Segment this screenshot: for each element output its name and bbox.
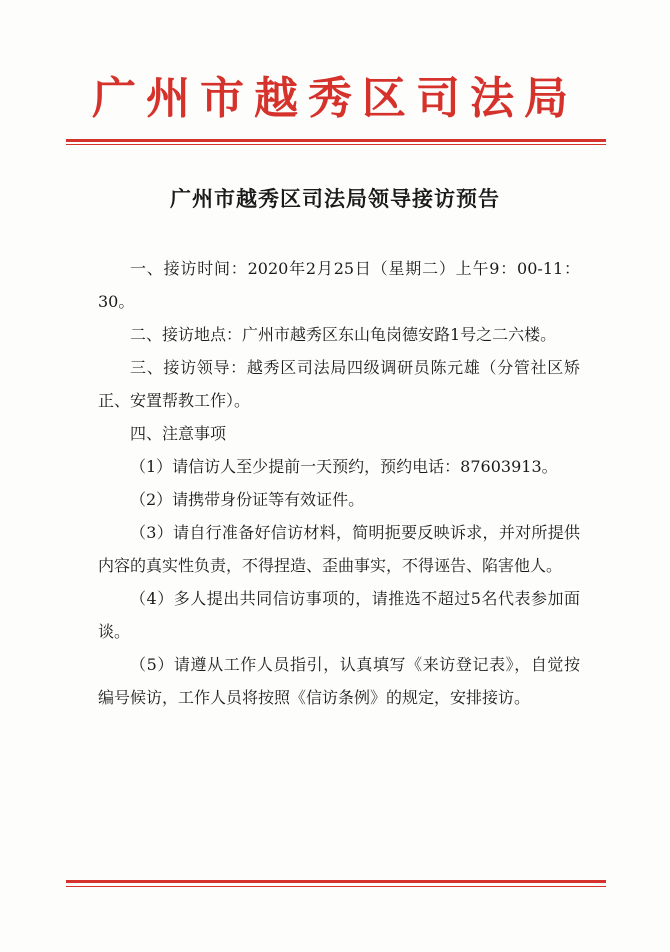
footer-thin-rule — [66, 886, 606, 887]
document-title: 广州市越秀区司法局领导接访预告 — [170, 186, 500, 211]
section-leader: 三、接访领导：越秀区司法局四级调研员陈元雄（分管社区矫正、安置帮教工作）。 — [98, 358, 580, 410]
note-item: （5）请遵从工作人员指引，认真填写《来访登记表》，自觉按编号候访，工作人员将按照《信访条例》的规定，安排接访。 — [98, 655, 580, 707]
section-time: 一、接访时间：2020年2月25日（星期二）上午9：00-11：30。 — [98, 259, 580, 311]
note-item: （3）请自行准备好信访材料，简明扼要反映诉求，并对所提供内容的真实性负责，不得捏造、歪曲事实，不得诬告、陷害他人。 — [98, 523, 580, 575]
footer-red-rule — [66, 880, 606, 883]
note-item: （4）多人提出共同信访事项的，请推选不超过5名代表参加面谈。 — [98, 589, 580, 641]
note-item: （1）请信访人至少提前一天预约，预约电话：87603913。 — [130, 457, 558, 476]
section-location: 二、接访地点：广州市越秀区东山龟岗德安路1号之二六楼。 — [130, 325, 557, 344]
document-body — [98, 252, 580, 714]
letterhead-red-rule — [66, 139, 606, 142]
note-item: （2）请携带身份证等有效证件。 — [130, 490, 365, 509]
letterhead-thin-rule — [66, 144, 606, 145]
section-notes-heading: 四、注意事项 — [130, 424, 227, 443]
letterhead-title: 广州市越秀区司法局 — [92, 73, 578, 124]
